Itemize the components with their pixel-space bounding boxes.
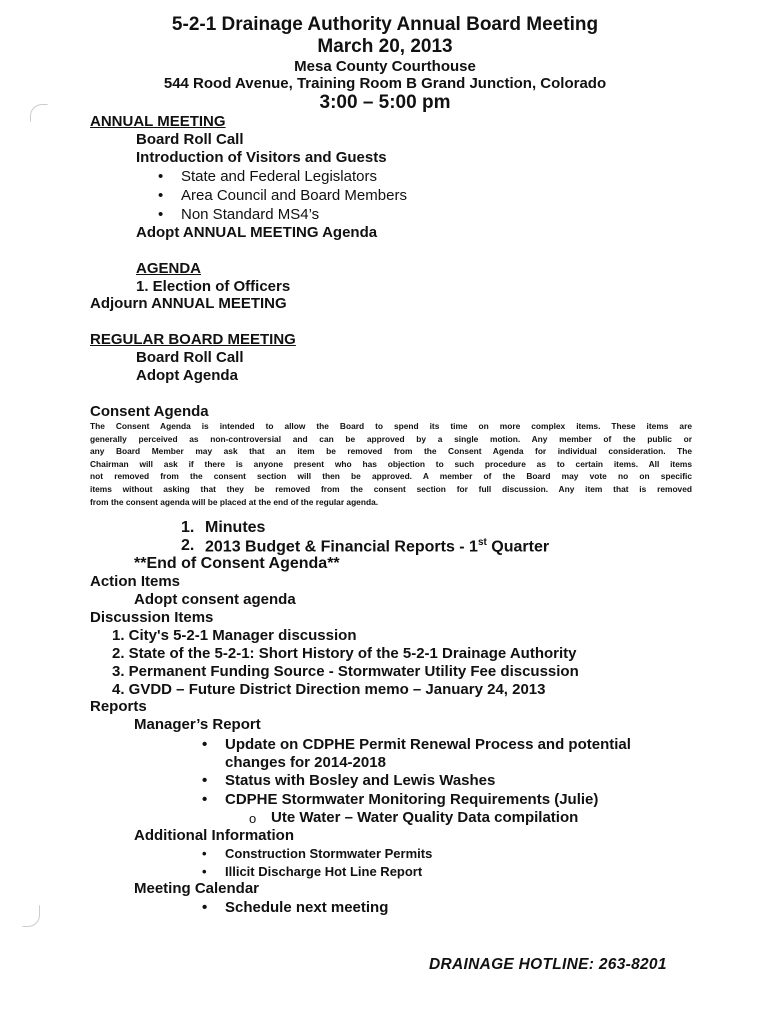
budget-text: 2013 Budget & Financial Reports - 1 [205, 538, 478, 556]
meeting-calendar-heading: Meeting Calendar [134, 880, 260, 897]
adopt-annual-agenda: Adopt ANNUAL MEETING Agenda [136, 224, 378, 241]
action-items-heading: Action Items [90, 573, 181, 590]
consent-item-number: 2. [181, 537, 195, 554]
scan-mark [22, 905, 40, 927]
budget-superscript: st [477, 537, 487, 548]
consent-line: not removed from the consent section will then be approved. A member of the Board may vote no on specific [90, 471, 692, 482]
end-of-consent: **End of Consent Agenda** [134, 555, 340, 572]
budget-text-end: Quarter [486, 538, 550, 556]
meeting-date: March 20, 2013 [317, 36, 453, 57]
agenda-heading: AGENDA [136, 260, 202, 277]
manager-report-item: • CDPHE Stormwater Monitoring Requirements (Julie) [225, 791, 598, 808]
drainage-hotline: DRAINAGE HOTLINE: 263-8201 [429, 956, 667, 973]
calendar-item: • Schedule next meeting [225, 899, 388, 916]
annual-meeting-heading: ANNUAL MEETING [90, 113, 226, 130]
consent-item-minutes: Minutes [205, 519, 266, 536]
meeting-time: 3:00 – 5:00 pm [319, 92, 451, 113]
discussion-item: 1. City's 5-2-1 Manager discussion [112, 627, 357, 644]
guest-item: • Non Standard MS4’s [181, 206, 319, 223]
discussion-item: 2. State of the 5-2-1: Short History of the 5-2-1 Drainage Authority [112, 645, 577, 662]
reports-heading: Reports [90, 698, 147, 715]
action-item: Adopt consent agenda [134, 591, 296, 608]
additional-item: • Illicit Discharge Hot Line Report [225, 864, 422, 879]
consent-item-budget [205, 537, 549, 556]
annual-roll-call: Board Roll Call [136, 131, 244, 148]
meeting-title: 5-2-1 Drainage Authority Annual Board Meeting [171, 14, 599, 35]
consent-line: items without asking that they be removed from the consent section for full discussion. Any item that is removed [90, 483, 692, 494]
managers-report-heading: Manager’s Report [134, 716, 261, 733]
consent-description [90, 420, 692, 508]
manager-report-sub-item: o Ute Water – Water Quality Data compilation [271, 809, 578, 826]
discussion-items-heading: Discussion Items [90, 609, 214, 626]
introduction-of-visitors: Introduction of Visitors and Guests [136, 149, 387, 166]
consent-line: generally perceived as non-controversial and can be approved by a single motion. Any member of the public or [90, 433, 692, 444]
guest-item: • State and Federal Legislators [181, 168, 377, 185]
regular-meeting-heading: REGULAR BOARD MEETING [90, 331, 296, 348]
discussion-item: 4. GVDD – Future District Direction memo – January 24, 2013 [112, 681, 546, 698]
manager-report-item-cont: changes for 2014-2018 [225, 754, 386, 771]
manager-report-item: • Status with Bosley and Lewis Washes [225, 772, 495, 789]
agenda-item: 1. Election of Officers [136, 278, 291, 295]
consent-line: Chairman will ask if there is anyone present who has objection to such procedure as to certain items. All items [90, 458, 692, 469]
additional-information-heading: Additional Information [134, 827, 294, 844]
additional-item: • Construction Stormwater Permits [225, 846, 432, 861]
consent-line: from the consent agenda will be placed at the end of the regular agenda. [90, 496, 379, 507]
guest-item: • Area Council and Board Members [181, 187, 407, 204]
consent-item-number: 1. [181, 519, 195, 536]
adjourn-annual-meeting: Adjourn ANNUAL MEETING [90, 295, 287, 312]
manager-report-item: • Update on CDPHE Permit Renewal Process and potential [225, 736, 631, 753]
discussion-item: 3. Permanent Funding Source - Stormwater Utility Fee discussion [112, 663, 579, 680]
consent-line: The Consent Agenda is intended to allow the Board to spend its time on more complex items. These items are [90, 421, 692, 431]
location-name: Mesa County Courthouse [294, 58, 476, 75]
location-address: 544 Rood Avenue, Training Room B Grand Junction, Colorado [163, 75, 607, 92]
consent-agenda-heading: Consent Agenda [90, 403, 209, 420]
adopt-agenda: Adopt Agenda [136, 367, 238, 384]
regular-roll-call: Board Roll Call [136, 349, 244, 366]
consent-line: any Board Member may ask that an item be removed from the Consent Agenda for individual consideration. The [90, 446, 692, 457]
